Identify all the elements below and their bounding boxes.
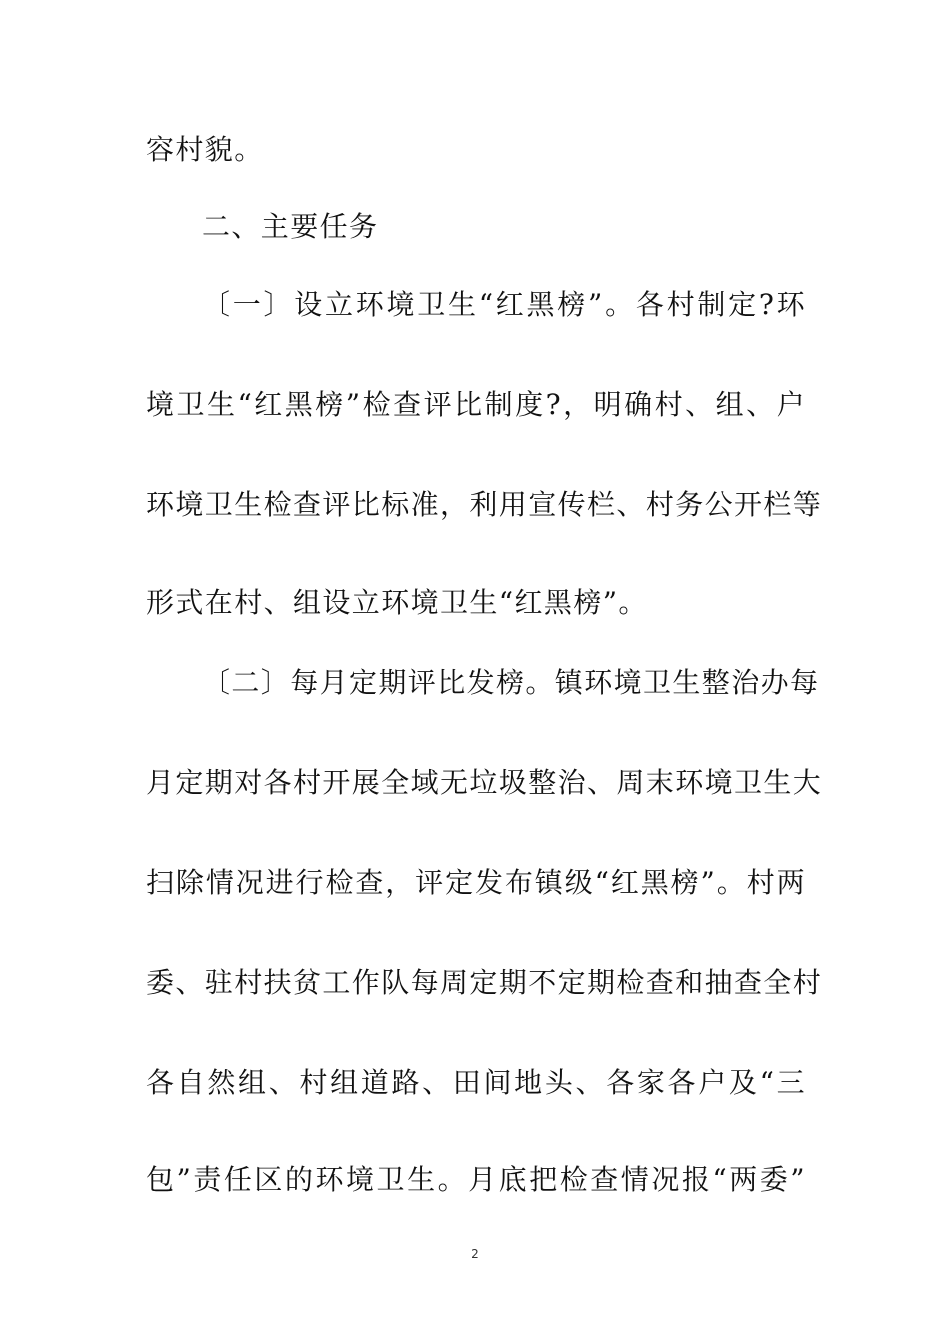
text-line-4: 境卫生“红黑榜”检查评比制度?，明确村、组、户 bbox=[146, 388, 806, 421]
text-line-7: 〔二〕每月定期评比发榜。镇环境卫生整治办每 bbox=[202, 666, 820, 699]
text-line-3: 〔一〕设立环境卫生“红黑榜”。各村制定?环 bbox=[202, 288, 806, 321]
text-line-12: 包”责任区的环境卫生。月底把检查情况报“两委” bbox=[146, 1163, 806, 1196]
text-line-5: 环境卫生检查评比标准，利用宣传栏、村务公开栏等 bbox=[146, 488, 823, 521]
text-line-6: 形式在村、组设立环境卫生“红黑榜”。 bbox=[146, 586, 648, 619]
text-line-9: 扫除情况进行检查，评定发布镇级“红黑榜”。村两 bbox=[146, 866, 806, 899]
text-line-8: 月定期对各村开展全域无垃圾整治、周末环境卫生大 bbox=[146, 766, 823, 799]
text-line-11: 各自然组、村组道路、田间地头、各家各户及“三 bbox=[146, 1066, 806, 1099]
text-line-10: 委、驻村扶贫工作队每周定期不定期检查和抽查全村 bbox=[146, 966, 823, 999]
text-line-1: 容村貌。 bbox=[146, 133, 264, 166]
section-heading: 二、主要任务 bbox=[202, 210, 379, 243]
page-number: 2 bbox=[471, 1247, 479, 1261]
